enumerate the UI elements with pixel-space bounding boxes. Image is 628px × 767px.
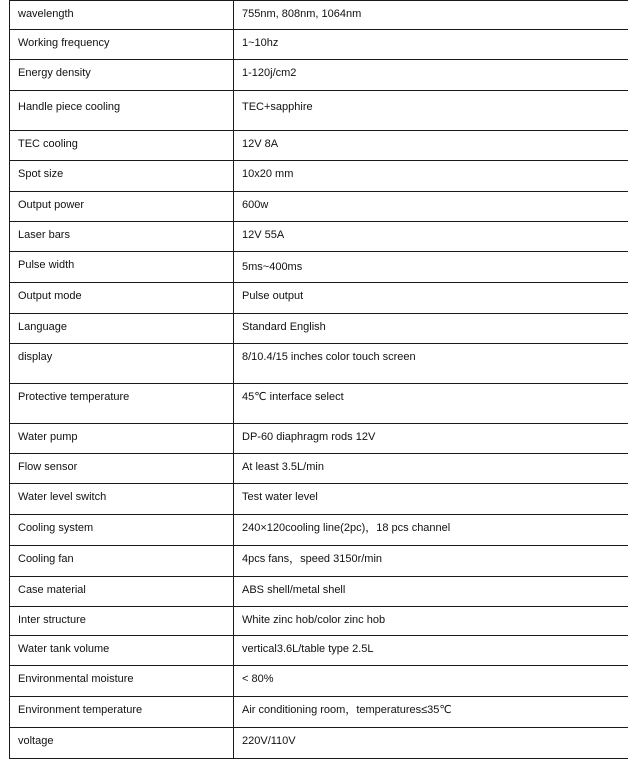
spec-value: vertical3.6L/table type 2.5L [234, 636, 628, 666]
spec-label: Pulse width [10, 252, 234, 283]
spec-value: 1~10hz [234, 30, 628, 60]
table-row [10, 252, 628, 283]
spec-value: 4pcs fans，speed 3150r/min [234, 546, 628, 577]
spec-label: TEC cooling [10, 131, 234, 161]
spec-table [9, 0, 628, 759]
table-row [10, 1, 628, 30]
table-row [10, 344, 628, 384]
table-row [10, 283, 628, 314]
table-row [10, 131, 628, 161]
spec-value: At least 3.5L/min [234, 454, 628, 484]
table-row [10, 697, 628, 728]
spec-label: Cooling system [10, 515, 234, 546]
table-row [10, 91, 628, 131]
table-row [10, 728, 628, 759]
table-row [10, 60, 628, 91]
table-row [10, 192, 628, 222]
spec-label: wavelength [10, 1, 234, 30]
spec-label: Spot size [10, 161, 234, 192]
spec-label: Water pump [10, 424, 234, 454]
spec-value: White zinc hob/color zinc hob [234, 607, 628, 636]
spec-value: Test water level [234, 484, 628, 515]
table-row [10, 484, 628, 515]
spec-label: Flow sensor [10, 454, 234, 484]
spec-value: DP-60 diaphragm rods 12V [234, 424, 628, 454]
table-row [10, 384, 628, 424]
table-row [10, 515, 628, 546]
table-row [10, 30, 628, 60]
table-row [10, 222, 628, 252]
spec-label: Energy density [10, 60, 234, 91]
spec-label: Case material [10, 577, 234, 607]
spec-value: ABS shell/metal shell [234, 577, 628, 607]
table-row [10, 607, 628, 636]
spec-label: Environmental moisture [10, 666, 234, 697]
spec-label: Protective temperature [10, 384, 234, 424]
spec-label: display [10, 344, 234, 384]
spec-label: Working frequency [10, 30, 234, 60]
table-row [10, 161, 628, 192]
spec-value: 240×120cooling line(2pc)，18 pcs channel [234, 515, 628, 546]
spec-value: Air conditioning room，temperatures≤35℃ [234, 697, 628, 728]
spec-value: 8/10.4/15 inches color touch screen [234, 344, 628, 384]
spec-label: Water tank volume [10, 636, 234, 666]
spec-label: Inter structure [10, 607, 234, 636]
spec-label: Output mode [10, 283, 234, 314]
spec-label: Water level switch [10, 484, 234, 515]
spec-label: Environment temperature [10, 697, 234, 728]
spec-label: Output power [10, 192, 234, 222]
spec-value: Standard English [234, 314, 628, 344]
spec-value: 755nm, 808nm, 1064nm [234, 1, 628, 30]
spec-value: 12V 55A [234, 222, 628, 252]
table-row [10, 424, 628, 454]
spec-label: voltage [10, 728, 234, 759]
spec-value: Pulse output [234, 283, 628, 314]
spec-value: 220V/110V [234, 728, 628, 759]
spec-label: Laser bars [10, 222, 234, 252]
spec-value: 12V 8A [234, 131, 628, 161]
spec-value: 600w [234, 192, 628, 222]
spec-value: < 80% [234, 666, 628, 697]
table-row [10, 636, 628, 666]
spec-value: 5ms~400ms [234, 252, 628, 283]
spec-value: 10x20 mm [234, 161, 628, 192]
table-row [10, 314, 628, 344]
table-row [10, 454, 628, 484]
spec-table-body [10, 1, 628, 759]
table-row [10, 546, 628, 577]
spec-value: 1-120j/cm2 [234, 60, 628, 91]
table-row [10, 666, 628, 697]
spec-label: Handle piece cooling [10, 91, 234, 131]
spec-value: 45℃ interface select [234, 384, 628, 424]
spec-label: Language [10, 314, 234, 344]
spec-value: TEC+sapphire [234, 91, 628, 131]
table-row [10, 577, 628, 607]
spec-label: Cooling fan [10, 546, 234, 577]
